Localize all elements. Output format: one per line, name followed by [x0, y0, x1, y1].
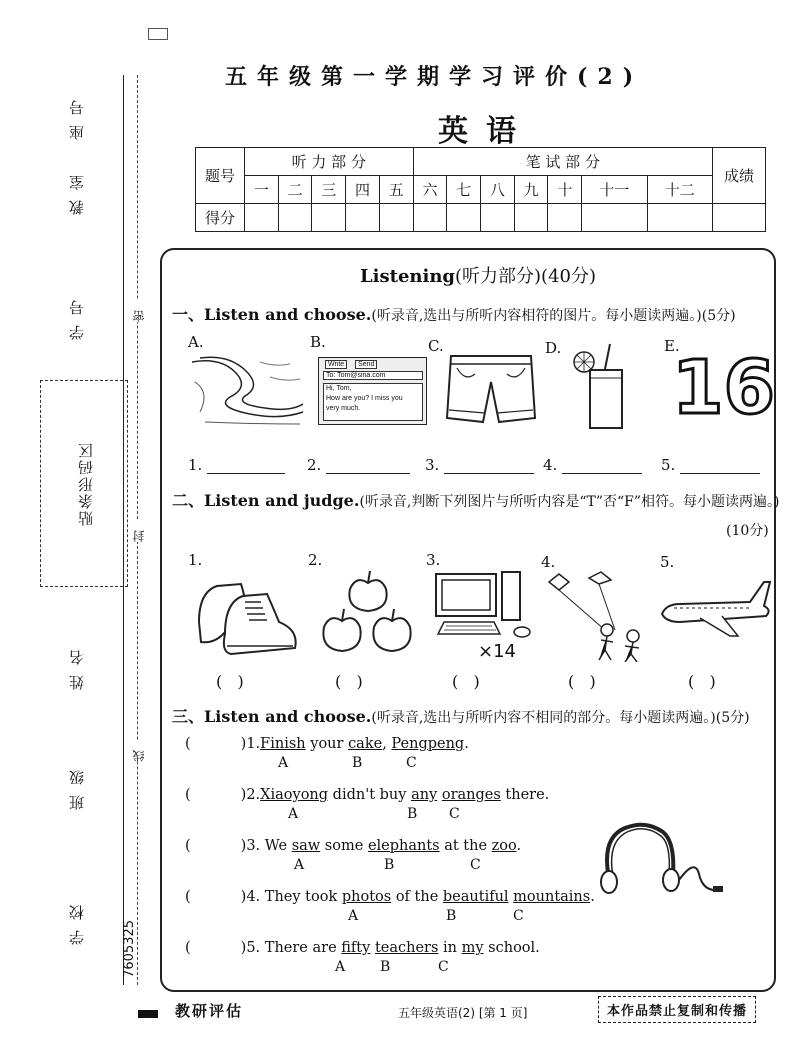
- letter-a: A: [335, 959, 346, 975]
- s2-num-1: 1.: [188, 551, 203, 569]
- blank-label: 4.: [543, 456, 558, 474]
- part-text: They took: [260, 889, 342, 905]
- part-b: cake: [348, 736, 383, 752]
- letter-b: B: [446, 908, 457, 924]
- section1-title: [172, 302, 736, 325]
- score-input-cell[interactable]: [278, 204, 312, 232]
- answer-blank-4[interactable]: [543, 456, 642, 474]
- label-class: 班级: [68, 760, 86, 810]
- part-text: at the: [439, 838, 492, 854]
- s2-num-3: 3.: [426, 551, 441, 569]
- seal-mi: 密: [132, 300, 146, 322]
- section2-title-en: Listen and judge.: [204, 491, 360, 510]
- option-c-label: C.: [428, 337, 444, 355]
- footer-mark: [138, 1010, 158, 1018]
- listening-heading-en: Listening: [360, 266, 455, 287]
- label-seat-no: 座号: [68, 90, 86, 140]
- section1-prefix: 一、: [172, 305, 205, 324]
- option-e-label: E.: [664, 337, 680, 355]
- num-cell: 五: [379, 176, 413, 204]
- total-input-cell[interactable]: [713, 204, 766, 232]
- section2-title: [172, 488, 780, 511]
- section3-instruction: (听录音,选出与所听内容不相同的部分。每小题读两遍。)(5分): [371, 710, 750, 726]
- s2-num-5: 5.: [660, 553, 675, 571]
- page-title: 五年级第一学期学习评价(2): [225, 64, 644, 90]
- email-write-button: Write: [325, 360, 347, 369]
- label-school: 学校: [68, 895, 86, 945]
- score-input-cell[interactable]: [413, 204, 447, 232]
- total-header: 成绩: [713, 148, 766, 204]
- computer-image: [434, 570, 544, 640]
- times-14-label: ×14: [478, 641, 516, 662]
- item-num: )4.: [240, 889, 261, 905]
- s3-item-4[interactable]: [185, 889, 595, 905]
- score-input-cell[interactable]: [514, 204, 548, 232]
- email-line: Hi, Tom,: [326, 385, 352, 392]
- s2-num-2: 2.: [308, 551, 323, 569]
- option-d-label: D.: [545, 339, 562, 357]
- part-b: elephants: [367, 838, 440, 854]
- part-text: .: [464, 736, 469, 752]
- label-student-no: 学号: [68, 290, 86, 340]
- subject-title: 英语: [438, 114, 534, 149]
- num-cell: 七: [447, 176, 481, 204]
- section2-points: (10分): [726, 523, 769, 539]
- open-paren: (: [185, 838, 191, 854]
- email-send-button: Send: [355, 360, 377, 369]
- num-cell: 六: [413, 176, 447, 204]
- item-num: )5.: [240, 940, 261, 956]
- num-cell: 一: [245, 176, 279, 204]
- section2-instruction: (听录音,判断下列图片与所听内容是“T”否“F”相符。每小题读两遍。): [359, 494, 780, 510]
- part-b: teachers: [374, 940, 439, 956]
- section1-instruction: (听录音,选出与所听内容相符的图片。每小题读两遍。)(5分): [371, 308, 736, 324]
- label-room: 教室: [68, 165, 86, 215]
- email-to: To: Tom@sina.com: [323, 371, 423, 380]
- item-num: )1.: [240, 736, 261, 752]
- part-c: mountains: [513, 889, 591, 905]
- judge-answer-2[interactable]: ( ): [335, 672, 363, 691]
- open-paren: (: [185, 889, 191, 905]
- footer-center: 五年级英语(2) [第 1 页]: [398, 1006, 528, 1020]
- footer-copyright-notice: 本作品禁止复制和传播: [598, 996, 756, 1023]
- blank-label: 3.: [425, 456, 440, 474]
- part-c: my: [461, 940, 484, 956]
- part-a: Xiaoyong: [260, 787, 329, 803]
- part-text: your: [305, 736, 349, 752]
- num-cell: 八: [481, 176, 515, 204]
- headphones-image: [595, 818, 725, 898]
- score-col-label: 题号: [196, 148, 245, 204]
- part-b: beautiful: [442, 889, 509, 905]
- part-text: .: [516, 838, 522, 854]
- shorts-image: [445, 352, 537, 427]
- num-cell: 十二: [647, 176, 712, 204]
- seal-xian: 线: [132, 740, 146, 762]
- part-text: school.: [483, 940, 540, 956]
- email-line: very much.: [326, 405, 361, 412]
- answer-blank-2[interactable]: [307, 456, 410, 474]
- letter-b: B: [352, 755, 363, 771]
- part-a: photos: [341, 889, 392, 905]
- part-c: Pengpeng: [391, 736, 465, 752]
- part-text: of the: [391, 889, 443, 905]
- score-row-label: 得分: [196, 204, 245, 232]
- num-cell: 四: [346, 176, 380, 204]
- letter-c: C: [513, 908, 524, 924]
- listening-heading-cn: (听力部分)(40分): [455, 266, 596, 287]
- listening-group-header: 听 力 部 分: [245, 148, 414, 176]
- score-input-cell[interactable]: [346, 204, 380, 232]
- letter-a: A: [348, 908, 359, 924]
- letter-c: C: [438, 959, 449, 975]
- num-cell: 九: [514, 176, 548, 204]
- num-cell: 十: [548, 176, 582, 204]
- judge-answer-5[interactable]: ( ): [688, 672, 716, 691]
- num-cell: 三: [312, 176, 346, 204]
- item-num: )3.: [240, 838, 261, 854]
- blank-label: 2.: [307, 456, 322, 474]
- staple-mark: [148, 28, 168, 40]
- s3-item-2[interactable]: [185, 787, 549, 803]
- apples-image: [320, 565, 415, 660]
- section3-title-en: Listen and choose.: [204, 707, 372, 726]
- option-b-label: B.: [310, 333, 326, 351]
- answer-blank-3[interactable]: [425, 456, 534, 474]
- s3-item-5[interactable]: [185, 940, 540, 956]
- score-input-cell[interactable]: [447, 204, 481, 232]
- judge-answer-4[interactable]: ( ): [568, 672, 596, 691]
- score-input-cell[interactable]: [312, 204, 346, 232]
- open-paren: (: [185, 736, 191, 752]
- kites-children-image: [545, 570, 650, 662]
- part-text: ,: [382, 736, 392, 752]
- label-name: 姓名: [68, 640, 86, 690]
- section3-title: [172, 704, 750, 727]
- part-text: in: [438, 940, 462, 956]
- part-b: any: [411, 787, 438, 803]
- s3-item-3[interactable]: [185, 838, 521, 854]
- blank-label: 5.: [661, 456, 676, 474]
- serial-number: 7605325: [122, 920, 137, 978]
- judge-answer-3[interactable]: ( ): [452, 672, 480, 691]
- part-text: There are: [260, 940, 342, 956]
- s2-num-4: 4.: [541, 553, 556, 571]
- letter-a: A: [288, 806, 299, 822]
- score-input-cell[interactable]: [245, 204, 279, 232]
- section2-prefix: 二、: [172, 491, 205, 510]
- seal-feng: 封: [132, 520, 146, 542]
- shoes-image: [195, 572, 300, 660]
- email-window-image: [318, 357, 427, 425]
- part-text: We: [260, 838, 292, 854]
- juice-glass-image: [570, 340, 630, 430]
- open-paren: (: [185, 787, 191, 803]
- writing-group-header: 笔 试 部 分: [413, 148, 712, 176]
- part-a: saw: [291, 838, 321, 854]
- binding-margin: [0, 0, 150, 1044]
- answer-blank-1[interactable]: [188, 456, 285, 474]
- item-num: )2.: [240, 787, 261, 803]
- part-text: some: [320, 838, 368, 854]
- listening-heading: [360, 262, 596, 288]
- part-text: didn't buy: [328, 787, 412, 803]
- letter-a: A: [278, 755, 289, 771]
- s3-item-1[interactable]: [185, 736, 469, 752]
- part-c: oranges: [441, 787, 501, 803]
- score-input-cell[interactable]: [481, 204, 515, 232]
- blank-label: 1.: [188, 456, 203, 474]
- section3-prefix: 三、: [172, 707, 205, 726]
- letter-a: A: [294, 857, 305, 873]
- judge-answer-1[interactable]: ( ): [216, 672, 244, 691]
- letter-c: C: [470, 857, 481, 873]
- score-input-cell[interactable]: [379, 204, 413, 232]
- email-body: [323, 383, 423, 421]
- part-c: zoo: [491, 838, 517, 854]
- score-table: [195, 147, 766, 232]
- big-number-16: 16: [672, 345, 775, 431]
- part-text: there.: [500, 787, 550, 803]
- num-cell: 十一: [582, 176, 647, 204]
- score-input-cell[interactable]: [647, 204, 712, 232]
- barcode-area-label: 贴条形码区: [77, 441, 95, 526]
- part-a: Finish: [260, 736, 306, 752]
- letter-b: B: [380, 959, 391, 975]
- river-image: [190, 352, 305, 427]
- part-a: fifty: [341, 940, 371, 956]
- section1-title-en: Listen and choose.: [204, 305, 372, 324]
- score-input-cell[interactable]: [548, 204, 582, 232]
- letter-c: C: [449, 806, 460, 822]
- email-line: How are you? I miss you: [326, 395, 403, 402]
- footer-left: 教研评估: [175, 1002, 244, 1020]
- letter-b: B: [384, 857, 395, 873]
- part-text: .: [590, 889, 595, 905]
- letter-b: B: [407, 806, 418, 822]
- num-cell: 二: [278, 176, 312, 204]
- answer-blank-5[interactable]: [661, 456, 760, 474]
- option-a-label: A.: [188, 333, 204, 351]
- open-paren: (: [185, 940, 191, 956]
- barcode-area: [40, 380, 128, 587]
- airplane-image: [660, 578, 775, 640]
- letter-c: C: [406, 755, 417, 771]
- score-input-cell[interactable]: [582, 204, 647, 232]
